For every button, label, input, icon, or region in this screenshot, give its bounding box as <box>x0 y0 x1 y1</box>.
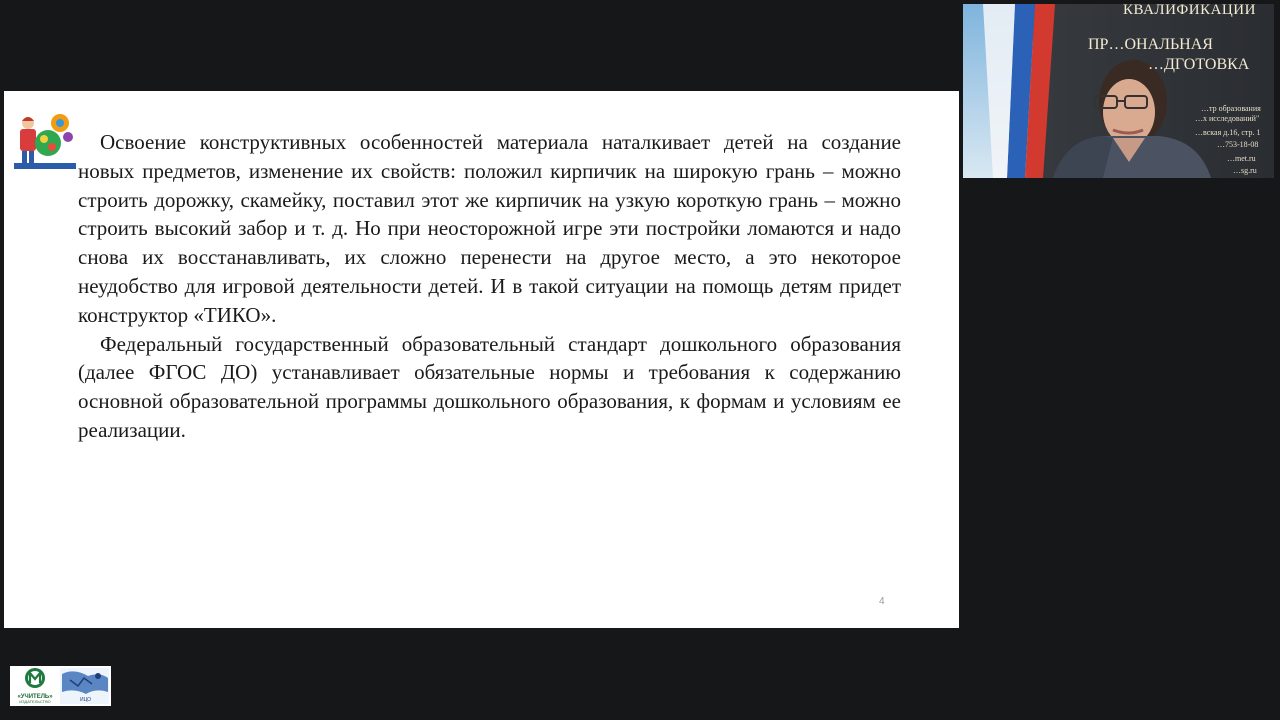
presenter-webcam <box>963 4 1274 178</box>
webcam-backdrop-small-1: …тр образования <box>1201 104 1261 113</box>
webcam-backdrop-small-3: …вская д.16, стр. 1 <box>1195 128 1261 137</box>
webcam-backdrop-small-5: …met.ru <box>1227 154 1256 163</box>
slide-text <box>78 128 901 445</box>
slide-page-number: 4 <box>879 596 885 607</box>
publisher-caption: ИЗДАТЕЛЬСТВО <box>19 699 51 704</box>
webcam-backdrop-small-6: …sg.ru <box>1233 166 1257 175</box>
webcam-backdrop-text-3: …ДГОТОВКА <box>1148 56 1250 73</box>
globe-logo-icon <box>60 668 109 704</box>
webcam-backdrop-small-2: …х исследований" <box>1195 114 1260 123</box>
publisher-name: «УЧИТЕЛЬ» <box>17 694 53 700</box>
svg-text:ИЦО: ИЦО <box>80 697 92 703</box>
presentation-slide <box>4 91 959 628</box>
webcam-backdrop-small-4: …753-18-08 <box>1217 140 1259 149</box>
webcam-backdrop-text-2: ПР…ОНАЛЬНАЯ <box>1088 36 1213 53</box>
publisher-m-logo-icon <box>25 668 45 688</box>
child-with-toy-icon <box>14 111 76 169</box>
webcam-backdrop-text-1: КВАЛИФИКАЦИИ <box>1123 4 1256 18</box>
slide-paragraph-2: Федеральный государственный образовательный стандарт дошкольного образования (далее ФГОС ДО) устанавливает обязательные нормы и требования к содержанию основной образовательной программы дошкольного образования, к формам и условиям ее реализации. <box>78 331 901 442</box>
slide-paragraph-1: Освоение конструктивных особенностей материала наталкивает детей на создание новых предметов, изменение их свойств: положил кирпичик на широкую грань – можно строить дорожку, скамейку, поставил этот же кирпичик на узкую короткую грань – можно строить высокий забор и т. д. Но при неосторожной игре эти постройки ломаются и надо снова их восстанавливать, их сложно перенести на другое место, а это некоторое неудобство для игровой деятельности детей. И в такой ситуации на помощь детям придет конструктор «ТИКО». <box>78 130 901 327</box>
webcam-backdrop-image <box>963 4 1274 178</box>
publisher-logo <box>10 666 111 706</box>
